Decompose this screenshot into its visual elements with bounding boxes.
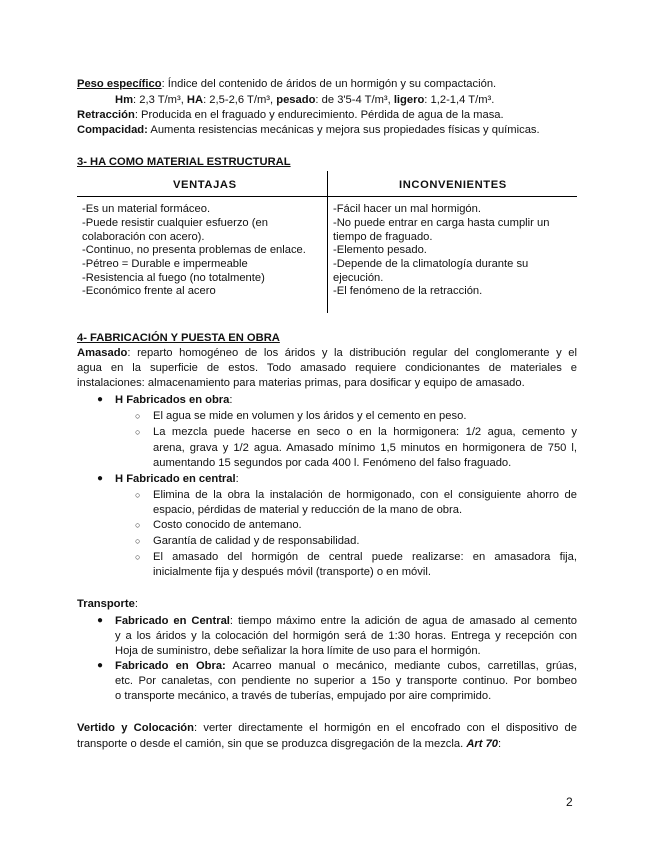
ventajas-item: -Pétreo = Durable e impermeable [82,258,248,270]
obra-item: La mezcla puede hacerse en seco o en la hormigonera: 1/2 agua, cemento y [153,426,577,438]
amasado-term: Amasado [77,347,128,359]
ventajas-item: -Puede resistir cualquier esfuerzo (en [82,217,268,229]
central-item: El amasado del hormigón de central puede realizarse: en amasadora fija, [153,551,577,563]
central-item: Garantía de calidad y de responsabilidad. [153,535,360,547]
density-values-line [115,93,494,107]
circle-bullet-icon: ○ [135,536,141,546]
pesado-term: pesado [276,94,316,106]
obra-colon: : [229,394,233,406]
inconvenientes-item: tiempo de fraguado. [333,231,433,243]
pesado-value: : de 3'5-4 T/m³, [315,94,394,106]
peso-especifico-line [77,77,496,91]
amasado-text: : reparto homogéneo de los áridos y la distribución regular del conglomerante y el [127,347,577,359]
section-4-title: 4- FABRICACIÓN Y PUESTA EN OBRA [77,332,280,344]
vertido-text: : verter directamente el hormigón en el encofrado con el dispositivo de [193,722,578,734]
ligero-term: ligero [393,94,425,106]
ventajas-item: -Económico frente al acero [82,285,216,297]
section-3-heading [77,155,291,169]
transporte-obra-line-3: o transporte mecánico, a través de tuberías, empujado por aire comprimido. [115,690,492,702]
transporte-central-line-3: Hoja de suministro, debe señalizar la hora límite de uso para el hormigón. [115,645,481,657]
ha-value: : 2,5-2,6 T/m³, [203,94,277,106]
amasado-line-1 [77,346,577,360]
retraccion-def: : Producida en el fraguado y endurecimiento. Pérdida de agua de la masa. [134,109,504,121]
central-item-cont: espacio, pérdidas de material y reducción de la mano de obra. [153,504,463,516]
hm-term: Hm [115,94,134,106]
ventajas-item: colaboración con acero). [82,231,205,243]
transporte-colon: : [134,598,138,610]
hm-value: : 2,3 T/m³, [133,94,187,106]
bullet-icon: ● [97,473,104,484]
transporte-obra-term: Fabricado en Obra: [115,660,226,672]
vertido-text-2: transporte o desde el camión, sin que se produzca disgregación de la mezcla. [77,738,467,750]
inconvenientes-item: -El fenómeno de la retracción. [333,285,483,297]
inconvenientes-item: -Elemento pesado. [333,244,427,256]
col-header-ventajas: VENTAJAS [173,179,237,191]
circle-bullet-icon: ○ [135,427,141,437]
peso-especifico-term: Peso específico [77,78,162,90]
central-colon: : [235,473,239,485]
transporte-central-text: : tiempo máximo entre la adición de agua de amasado al cemento [229,615,578,627]
inconvenientes-item: -Fácil hacer un mal hormigón. [333,203,481,215]
section-4-heading [77,331,280,345]
retraccion-term: Retracción [77,109,135,121]
vertido-line-2 [77,737,501,751]
transporte-obra-line-1 [115,659,577,673]
obra-item-cont: aumentando 15 segundos por cada 400 l. Fenómeno del falso fraguado. [153,457,512,469]
art-colon: : [498,738,502,750]
central-item-cont: inicialmente fija y después móvil (transporte) o en móvil. [153,566,431,578]
vertido-line-1 [77,721,577,735]
transporte-central-line-1 [115,614,577,628]
amasado-line-3: instalaciones: almacenamiento para materias primas, para dosificar y equipo de amasado. [77,377,525,389]
transporte-central-line-2: y a los áridos y la colocación del hormigón será de 1:30 horas. Entrega y recepción con [115,630,577,642]
obra-title: H Fabricados en obra [115,394,230,406]
ventajas-item: -Continuo, no presenta problemas de enlace. [82,244,306,256]
central-title: H Fabricado en central [115,473,236,485]
transporte-term: Transporte [77,598,135,610]
transporte-heading [77,597,138,611]
obra-title-line [115,393,233,407]
inconvenientes-item: -No puede entrar en carga hasta cumplir un [333,217,550,229]
compacidad-line [77,123,540,137]
transporte-central-term: Fabricado en Central [115,615,230,627]
bullet-icon: ● [97,660,104,671]
table-column-divider [327,171,328,313]
compacidad-def: Aumenta resistencias mecánicas y mejora sus propiedades físicas y químicas. [147,124,540,136]
central-title-line [115,472,239,486]
circle-bullet-icon: ○ [135,490,141,500]
ventajas-item: -Es un material formáceo. [82,203,211,215]
art-reference: Art 70 [466,738,499,750]
obra-item-cont: arena, grava y 1/2 agua. Amasado mínimo 1,5 minutos en hormigonera de 750 l, [153,442,577,454]
peso-especifico-def: : Índice del contenido de áridos de un hormigón y su compactación. [161,78,497,90]
col-header-inconvenientes: INCONVENIENTES [399,179,507,191]
ventajas-item: -Resistencia al fuego (no totalmente) [82,272,265,284]
central-item: Elimina de la obra la instalación de hormigonado, con el consiguiente ahorro de [153,489,577,501]
compacidad-term: Compacidad: [77,124,148,136]
retraccion-line [77,108,504,122]
bullet-icon: ● [97,615,104,626]
ha-term: HA [186,94,204,106]
page-number: 2 [566,795,573,809]
ligero-value: : 1,2-1,4 T/m³. [424,94,495,106]
section-3-title: 3- HA COMO MATERIAL ESTRUCTURAL [77,156,291,168]
obra-item: El agua se mide en volumen y los áridos y el cemento en peso. [153,410,467,422]
circle-bullet-icon: ○ [135,520,141,530]
inconvenientes-item: -Depende de la climatología durante su [333,258,529,270]
circle-bullet-icon: ○ [135,552,141,562]
bullet-icon: ● [97,394,104,405]
central-item: Costo conocido de antemano. [153,519,302,531]
transporte-obra-line-2: etc. Por canaletas, con pendiente no superior a 15o y transporte continuo. Por bombeo [115,675,577,687]
circle-bullet-icon: ○ [135,411,141,421]
vertido-term: Vertido y Colocación [77,722,194,734]
transporte-obra-text: Acarreo manual o mecánico, mediante cubos, carretillas, grúas, [225,660,577,672]
amasado-line-2: agua en la superficie de estos. Todo amasado requiere condicionantes de materiales e [77,362,577,374]
inconvenientes-item: ejecución. [333,272,384,284]
